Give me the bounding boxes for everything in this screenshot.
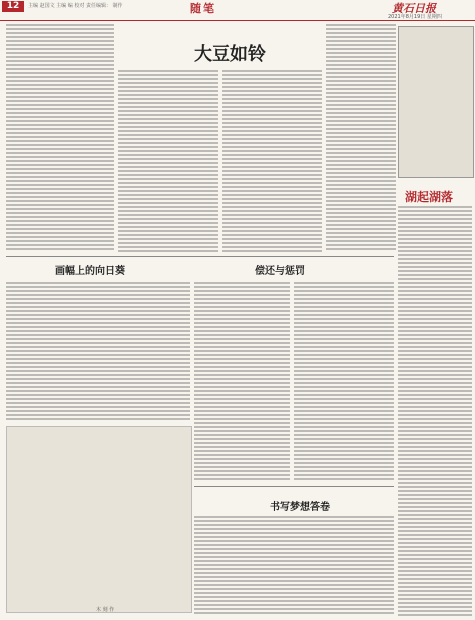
article-2-body xyxy=(6,282,190,422)
article-4-body xyxy=(194,516,394,614)
sidebar-illustration xyxy=(398,26,474,178)
page-header xyxy=(0,0,475,20)
divider-1 xyxy=(6,256,394,257)
sidebar-body xyxy=(398,206,472,616)
article-1-body-col3 xyxy=(222,70,322,252)
page-number: 12 xyxy=(2,1,24,12)
article-2-title: 画幅上的向日葵 xyxy=(55,266,125,277)
header-rule xyxy=(0,20,475,21)
illustration-credit: 木 刻 作 xyxy=(96,607,115,613)
article-1-title: 大豆如铃 xyxy=(194,44,266,65)
article-1-body-col2 xyxy=(118,70,218,252)
article-4-title: 书写梦想答卷 xyxy=(270,502,330,513)
issue-date: 2021年8月19日 星期四 xyxy=(388,14,442,20)
divider-2 xyxy=(194,486,394,487)
article-3-title: 偿还与惩罚 xyxy=(255,266,305,277)
article-3-body-col2 xyxy=(294,282,394,482)
article-1-body-col1 xyxy=(6,24,114,252)
editor-info: 主编 赵国文 主编 编 校对 责任编辑： 制作 xyxy=(28,3,123,9)
article-1-body-col4 xyxy=(326,24,396,252)
masthead-logo: 黄石日报 xyxy=(392,2,436,15)
article-3-body-col1 xyxy=(194,282,290,482)
column-name: 随笔 xyxy=(190,2,216,15)
sidebar-title: 湖起湖落 xyxy=(405,190,454,204)
article-2-illustration xyxy=(6,426,192,613)
